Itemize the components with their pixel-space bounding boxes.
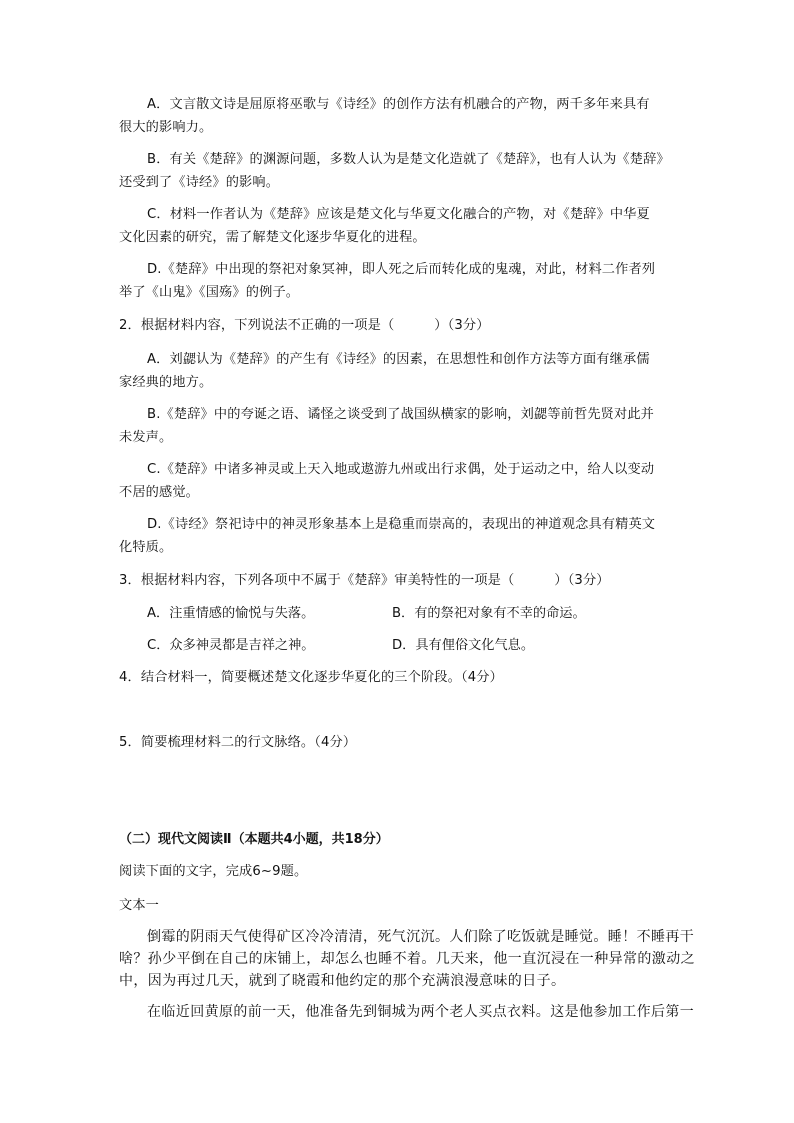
q2-option-d-line2: 化特质。 (119, 540, 173, 555)
q2-stem: 2．根据材料内容，下列说法不正确的一项是（ ）（3分） (119, 318, 490, 333)
q2-option-a-line1: A．刘勰认为《楚辞》的产生有《诗经》的因素，在思想性和创作方法等方面有继承儒 (147, 352, 650, 367)
passage-p1-line3: 中，因为再过几天，就到了晓霞和他约定的那个充满浪漫意味的日子。 (119, 973, 566, 989)
q1-option-d-line1: D.《楚辞》中出现的祭祀对象冥神，即人死之后而转化成的鬼魂，对此，材料二作者列 (147, 262, 656, 277)
q3-option-b: B．有的祭祀对象有不幸的命运。 (392, 606, 586, 621)
q4-stem: 4．结合材料一，简要概述楚文化逐步华夏化的三个阶段。（4分） (119, 670, 503, 685)
q3-option-d: D．具有俚俗文化气息。 (392, 638, 535, 653)
section-instruction: 阅读下面的文字，完成6~9题。 (119, 864, 308, 879)
passage-p1-line1: 倒霉的阴雨天气使得矿区冷冷清清，死气沉沉。人们除了吃饭就是睡觉。睡！不睡再干 (147, 929, 695, 945)
q2-option-d-line1: D.《诗经》祭祀诗中的神灵形象基本上是稳重而崇高的，表现出的神道观念具有精英文 (147, 517, 656, 532)
q2-option-a-line2: 家经典的地方。 (119, 375, 213, 390)
passage-p1-line2: 啥？孙少平倒在自己的床铺上，却怎么也睡不着。几天来，他一直沉浸在一种异常的激动之 (119, 951, 695, 967)
text-label: 文本一 (119, 898, 160, 913)
q1-option-a-line1: A．文言散文诗是屈原将巫歌与《诗经》的创作方法有机融合的产物，两千多年来具有 (147, 97, 650, 112)
q2-option-b-line1: B.《楚辞》中的夸诞之语、谲怪之谈受到了战国纵横家的影响，刘勰等前哲先贤对此并 (147, 407, 655, 422)
passage-p2-line1: 在临近回黄原的前一天，他准备先到铜城为两个老人买点衣料。这是他参加工作后第一 (147, 1004, 695, 1020)
q1-option-b-line2: 还受到了《诗经》的影响。 (119, 175, 280, 190)
q1-option-b-line1: B．有关《楚辞》的渊源问题，多数人认为是楚文化造就了《楚辞》，也有人认为《楚辞》 (147, 152, 670, 167)
q1-option-c-line2: 文化因素的研究，需了解楚文化逐步华夏化的进程。 (119, 230, 426, 245)
q2-option-c-line1: C.《楚辞》中诸多神灵或上天入地或遨游九州或出行求偶，处于运动之中，给人以变动 (147, 462, 655, 477)
q1-option-a-line2: 很大的影响力。 (119, 120, 213, 135)
section-title: （二）现代文阅读Ⅱ（本题共4小题，共18分） (119, 832, 389, 847)
q5-stem: 5．简要梳理材料二的行文脉络。（4分） (119, 735, 357, 750)
q3-option-a: A．注重情感的愉悦与失落。 (147, 606, 315, 621)
q1-option-d-line2: 举了《山鬼》《国殇》的例子。 (119, 285, 300, 300)
q2-option-b-line2: 未发声。 (119, 430, 173, 445)
q1-option-c-line1: C．材料一作者认为《楚辞》应该是楚文化与华夏文化融合的产物，对《楚辞》中华夏 (147, 207, 650, 222)
q3-stem: 3．根据材料内容，下列各项中不属于《楚辞》审美特性的一项是（ ）（3分） (119, 573, 610, 588)
q2-option-c-line2: 不居的感觉。 (119, 485, 200, 500)
q3-option-c: C．众多神灵都是吉祥之神。 (147, 638, 315, 653)
